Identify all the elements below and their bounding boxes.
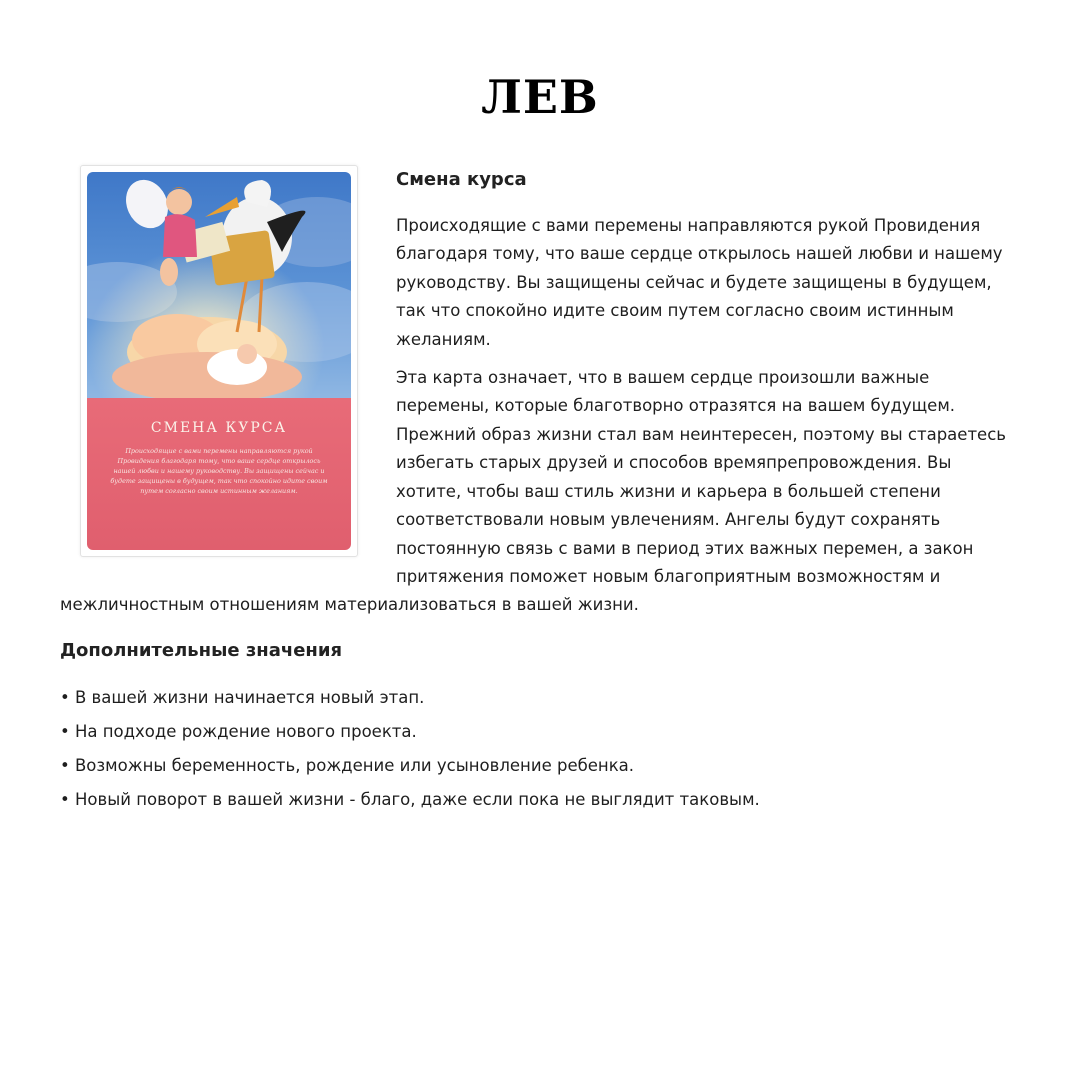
- card-text: Происходящие с вами перемены направляются рукой Провидения благодаря тому, что ваше сердце открылось нашей любви и нашему руководству. Вы защищены сейчас и будете защищены в будущем, так что спокойно идите своим путем согласно своим истинным желаниям.: [110, 447, 328, 495]
- paragraph-line: Происходящие с вами перемены направляются рукой Провидения: [396, 216, 981, 235]
- paragraph-line: руководству. Вы защищены сейчас и будете защищены в будущем,: [396, 273, 992, 292]
- paragraph-line: хотите, чтобы ваш стиль жизни и карьера в большей степени: [396, 482, 941, 501]
- list-item: • Новый поворот в вашей жизни - благо, даже если пока не выглядит таковым.: [60, 790, 760, 809]
- card-image-frame: [80, 165, 358, 557]
- paragraph-line: Эта карта означает, что в вашем сердце произошли важные: [396, 368, 930, 387]
- section-heading-additional: Дополнительные значения: [60, 640, 343, 661]
- paragraph-line: притяжения поможет новым благоприятным возможностям и: [396, 567, 941, 586]
- paragraph-line: благодаря тому, что ваше сердце открылось нашей любви и нашему: [396, 244, 1003, 263]
- paragraph-line: так что спокойно идите своим путем согласно своим истинным: [396, 301, 954, 320]
- section-heading-smena-kursa: Смена курса: [396, 169, 527, 190]
- paragraph-line: межличностным отношениям материализоваться в вашей жизни.: [60, 595, 639, 614]
- list-item: • Возможны беременность, рождение или усыновление ребенка.: [60, 756, 635, 775]
- paragraph-line: перемены, которые благотворно отразятся на вашем будущем.: [396, 396, 956, 415]
- paragraph-line: избегать старых друзей и способов времяпрепровождения. Вы: [396, 453, 952, 472]
- list-item: • В вашей жизни начинается новый этап.: [60, 688, 425, 707]
- paragraph-line: постоянную связь с вами в период этих важных перемен, а закон: [396, 539, 974, 558]
- card-title: СМЕНА КУРСА: [150, 420, 288, 436]
- paragraph-line: Прежний образ жизни стал вам неинтересен, поэтому вы стараетесь: [396, 425, 1007, 444]
- card-text-panel: [87, 398, 351, 550]
- paragraph-line: соответствовали новым увлечениям. Ангелы будут сохранять: [396, 510, 941, 529]
- paragraph-line: желаниям.: [396, 330, 491, 349]
- additional-meanings-list: [60, 683, 1020, 819]
- card-illustration: [87, 172, 351, 398]
- oracle-card: [87, 172, 351, 550]
- page-title: ЛЕВ: [481, 70, 599, 124]
- list-item: • На подходе рождение нового проекта.: [60, 722, 417, 741]
